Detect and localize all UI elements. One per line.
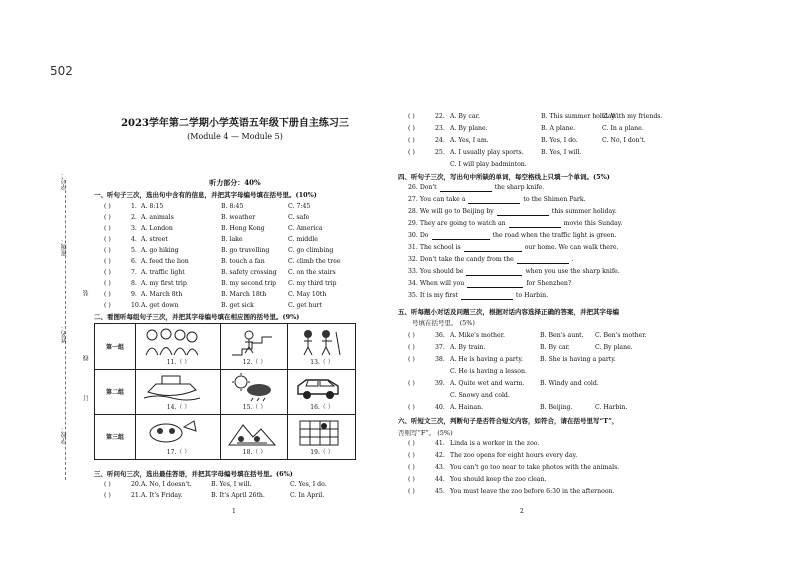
option-b: B. 8:45 [221,203,244,210]
sentence-end: . [571,256,574,263]
answer-bracket[interactable]: ( ) [104,247,111,254]
option-b: B. go travelling [221,247,270,254]
option-c: C. Harbin. [595,404,628,411]
answer-slot-15[interactable]: 15.（ ） [242,404,267,411]
answer-blank[interactable] [464,244,522,252]
answer-blank[interactable] [467,280,523,288]
page-number-1: 1 [232,508,236,515]
sentence-start: The school is [419,244,461,251]
sentence-end: when you use the sharp knife. [525,268,620,275]
question-number: 40. [435,404,445,411]
question-number: 5. [131,247,137,254]
question-number: 30. [408,232,418,239]
answer-bracket[interactable]: ( ) [408,476,415,483]
answer-bracket[interactable]: ( ) [104,481,111,488]
answer-bracket[interactable]: ( ) [408,113,415,120]
option-c: C. I will play badminton. [450,161,527,168]
option-c: C. In April. [290,492,325,499]
option-c: C. middle [288,236,318,243]
option-a: A. It's Friday. [141,492,183,499]
sentence-end: to the Shimen Park. [523,196,586,203]
answer-slot-16[interactable]: 16.（ ） [310,404,334,411]
answer-bracket[interactable]: ( ) [104,258,111,265]
sentence-start: Don't [419,184,437,191]
picture-cell-18 [220,414,288,459]
fill-blank-sentence [408,292,548,300]
question-number: 27. [408,196,418,203]
question-number: 9. [131,291,137,298]
answer-bracket[interactable]: ( ) [104,302,111,309]
option-a: A. Quite wet and warm. [450,380,525,387]
option-b: B. my second trip [221,280,277,287]
answer-bracket[interactable]: ( ) [408,452,415,459]
question-number: 24. [435,137,445,144]
section3-heading: 三、听问句三次，选出最佳答语，并把其字母编号填在括号里。(6%) [94,470,293,478]
sentence-start: You should be [419,268,464,275]
answer-slot-12[interactable]: 12.（ ） [242,359,267,366]
section5-heading: 五、听每题小对话及问题三次，根据对话内容选择正确的答案，并把其字母编 [398,308,619,316]
option-c: C. get hurt [288,302,322,309]
question-number: 28. [408,208,418,215]
statement-text: You must leave the zoo before 6:30 in the afternoon. [450,488,615,495]
option-c: C. safe [288,214,310,221]
option-a: A. animals [141,214,174,221]
sentence-end: our home. We can walk there. [524,244,619,251]
boy-kite-icon [142,417,202,447]
answer-bracket[interactable]: ( ) [408,404,415,411]
answer-bracket[interactable]: ( ) [408,440,415,447]
answer-blank[interactable] [466,268,522,276]
sentence-start: You can take a [419,196,466,203]
answer-blank[interactable] [497,208,549,216]
sentence-end: for Shenzhen? [526,280,572,287]
option-a: A. He is having a party. [450,356,523,363]
question-number: 3. [131,225,137,232]
option-c: C. By plane. [595,344,633,351]
people-hurt-icon [294,327,344,357]
sidebar-number-label: 学号： [61,172,68,190]
sentence-end: the road when the traffic light is green. [492,232,617,239]
question-number: 26. [408,184,418,191]
climbing-frame-icon [294,417,344,447]
question-number: 35. [408,292,418,299]
picture-cell-12 [220,324,288,369]
answer-bracket[interactable]: ( ) [408,488,415,495]
question-number: 39. [435,380,445,387]
question-number: 34. [408,280,418,287]
sentence-start: We will go to Beijing by [419,208,494,215]
option-c: C. He is having a lesson. [450,368,527,375]
option-c: C. my third trip [288,280,337,287]
answer-bracket[interactable]: ( ) [408,464,415,471]
option-a: A. my first trip [141,280,187,287]
section1-heading: 一、听句子三次，选出句中含有的信息，并把其字母编号填在括号里。(10%) [94,191,317,199]
option-a: A. Hainan. [450,404,484,411]
sentence-start: It is my first [419,292,458,299]
option-b: B. By car. [540,344,570,351]
question-number: 41. [435,440,445,447]
option-b: B. Yes, I do. [541,137,578,144]
answer-bracket[interactable]: ( ) [104,225,111,232]
question-number: 4. [131,236,137,243]
option-b: B. Beijing. [540,404,573,411]
answer-blank[interactable] [517,256,569,264]
answer-blank[interactable] [461,292,513,300]
option-a: A. London [141,225,173,232]
question-number: 45. [435,488,445,495]
picture-cell-11 [135,324,221,369]
fill-blank-sentence [408,268,620,276]
sidebar-name-label: 姓名： [61,325,68,343]
answer-slot-14[interactable]: 14.（ ） [166,404,191,411]
question-number: 42. [435,452,445,459]
answer-blank[interactable] [509,220,561,228]
answer-blank[interactable] [468,196,520,204]
answer-bracket[interactable]: ( ) [104,269,111,276]
sentence-start: Don't take the candy from the [419,256,514,263]
option-c: C. America [288,225,323,232]
answer-bracket[interactable]: ( ) [104,280,111,287]
sentence-start: When will you [419,280,465,287]
option-a: A. 8:15 [141,203,164,210]
binding-char-3: 线 [83,355,90,361]
weather-icon [227,372,277,402]
answer-slot-11[interactable]: 11.（ ） [166,359,191,366]
answer-bracket[interactable]: ( ) [104,203,111,210]
listening-part-label: 听力部分：40% [209,178,261,187]
sentence-end: movie this Sunday. [563,220,623,227]
hiking-scene-icon [227,417,277,447]
option-a: A. Yes, I am. [450,137,489,144]
option-c: C. 7:45 [288,203,311,210]
option-b: B. It's April 26th. [211,492,265,499]
option-c: C. May 10th [288,291,327,298]
answer-bracket[interactable]: ( ) [104,236,111,243]
answer-bracket[interactable]: ( ) [408,125,415,132]
fill-blank-sentence [408,196,586,204]
binding-char-2: 订 [83,395,90,401]
question-number: 32. [408,256,418,263]
answer-bracket[interactable]: ( ) [408,344,415,351]
option-c: C. go climbing [288,247,334,254]
section5-heading-cont: 号填在括号里。 (5%) [412,319,475,327]
picture-group-2 [95,369,355,415]
option-b: B. touch a fan [221,258,265,265]
section6-heading: 六、听短文三次，判断句子是否符合短文内容，如符合，请在括号里写“T”， [398,417,619,425]
option-c: C. climb the tree [288,258,341,265]
question-number: 25. [435,149,445,156]
option-a: A. By train. [450,344,486,351]
group-label: 第一组 [95,324,136,369]
question-number: 21. [131,492,141,499]
question-number: 2. [131,214,137,221]
group-label: 第二组 [95,369,136,414]
picture-cell-13 [287,324,356,369]
picture-cell-14 [135,369,221,414]
fill-blank-sentence [408,244,619,252]
option-b: B. weather [221,214,256,221]
option-a: A. I usually play sports. [450,149,524,156]
question-number: 33. [408,268,418,275]
fill-blank-sentence [408,232,617,240]
option-b: B. She is having a party. [540,356,616,363]
page-title: 2023学年第二学期小学英语五年级下册自主练习三 [121,118,349,129]
question-number: 44. [435,476,445,483]
statement-text: The zoo opens for eight hours every day. [450,452,578,459]
answer-bracket[interactable]: ( ) [408,137,415,144]
question-number: 31. [408,244,418,251]
option-b: B. safety crossing [221,269,277,276]
option-a: A. By car. [450,113,480,120]
handwritten-number: 502 [50,64,73,78]
section2-heading: 二、看图听每组句子三次，并把其字母编号填在相应图的括号里。(9%) [94,313,300,321]
option-b: B. March 18th [221,291,267,298]
answer-bracket[interactable]: ( ) [104,492,111,499]
question-number: 38. [435,356,445,363]
option-b: B. get sick [221,302,254,309]
fill-blank-sentence [408,256,574,264]
question-number: 22. [435,113,445,120]
picture-cell-17 [135,414,221,459]
picture-cell-19 [287,414,356,459]
sentence-start: Do [419,232,429,239]
question-number: 29. [408,220,418,227]
option-c: C. Ben's mother. [595,332,647,339]
section4-heading: 四、听句子三次，写出句中所缺的单词，每空格线上只填一个单词。(5%) [398,173,610,181]
question-number: 8. [131,280,137,287]
boat-icon [142,372,202,402]
page-subtitle: (Module 4 — Module 5) [187,132,283,141]
fill-blank-sentence [408,280,571,288]
group-label: 第三组 [95,414,136,459]
sentence-end: this summer holiday. [551,208,617,215]
answer-bracket[interactable]: ( ) [408,332,415,339]
car-icon [294,372,344,402]
answer-bracket[interactable]: ( ) [104,214,111,221]
answer-blank[interactable] [432,232,490,240]
answer-slot-18[interactable]: 18.（ ） [242,449,267,456]
answer-slot-19[interactable]: 19.（ ） [310,449,334,456]
child-stairs-icon [227,327,277,357]
section6-heading-cont: 否则写“F”。 (5%) [398,429,453,437]
option-c: C. In a plane. [602,125,644,132]
option-c: C. Yes, I do. [290,481,327,488]
answer-bracket[interactable]: ( ) [104,291,111,298]
option-a: A. March 8th [141,291,183,298]
question-number: 7. [131,269,137,276]
statement-text: You should keep the zoo clean. [450,476,547,483]
sidebar-school-label: 学校： [61,426,68,444]
question-number: 43. [435,464,445,471]
sentence-start: They are going to watch an [419,220,506,227]
option-a: A. street [141,236,168,243]
question-number: 10. [131,302,141,309]
fill-blank-sentence [408,208,617,216]
sentence-end: to Harbin. [515,292,549,299]
answer-blank[interactable] [440,184,492,192]
picture-table [94,323,356,460]
option-a: A. traffic light [141,269,185,276]
option-b: B. Yes, I will. [541,149,582,156]
question-number: 37. [435,344,445,351]
sentence-end: the sharp knife. [494,184,545,191]
answer-bracket[interactable]: ( ) [408,149,415,156]
answer-bracket[interactable]: ( ) [408,380,415,387]
statement-text: Linda is a worker in the zoo. [450,440,540,447]
option-a: A. No, I doesn't. [141,481,192,488]
option-a: A. go hiking [141,247,179,254]
picture-group-1 [95,324,355,370]
option-b: B. Ben's aunt. [540,332,584,339]
answer-slot-13[interactable]: 13.（ ） [310,359,334,366]
option-c: C. Snowy and cold. [450,392,510,399]
answer-slot-17[interactable]: 17.（ ） [166,449,191,456]
option-c: C. No, I don't. [602,137,646,144]
page-number-2: 2 [520,508,524,515]
question-number: 20. [131,481,141,488]
kids-crowd-icon [142,327,202,357]
answer-bracket[interactable]: ( ) [408,356,415,363]
option-b: B. lake [221,236,243,243]
option-b: B. A plane. [541,125,576,132]
option-c: C. on the stairs [288,269,336,276]
statement-text: You can't go too near to take photos with the animals. [450,464,620,471]
fill-blank-sentence [408,220,622,228]
question-number: 23. [435,125,445,132]
option-b: B. Windy and cold. [540,380,599,387]
fill-blank-sentence [408,184,544,192]
question-number: 36. [435,332,445,339]
option-a: A. get down [141,302,179,309]
question-number: 6. [131,258,137,265]
binding-char-1: 装 [83,290,90,296]
option-b: B. Yes, I will. [211,481,252,488]
option-c: C. With my friends. [602,113,663,120]
picture-cell-16 [287,369,356,414]
picture-group-3 [95,414,355,459]
question-number: 1. [131,203,137,210]
sidebar-class-label: 班级： [61,238,68,256]
picture-cell-15 [220,369,288,414]
option-b: B. This summer holiday. [541,113,617,120]
option-a: A. Mike's mother. [450,332,505,339]
option-b: B. Hong Kong [221,225,265,232]
option-a: A. feed the lion [141,258,189,265]
option-a: A. By plane. [450,125,488,132]
